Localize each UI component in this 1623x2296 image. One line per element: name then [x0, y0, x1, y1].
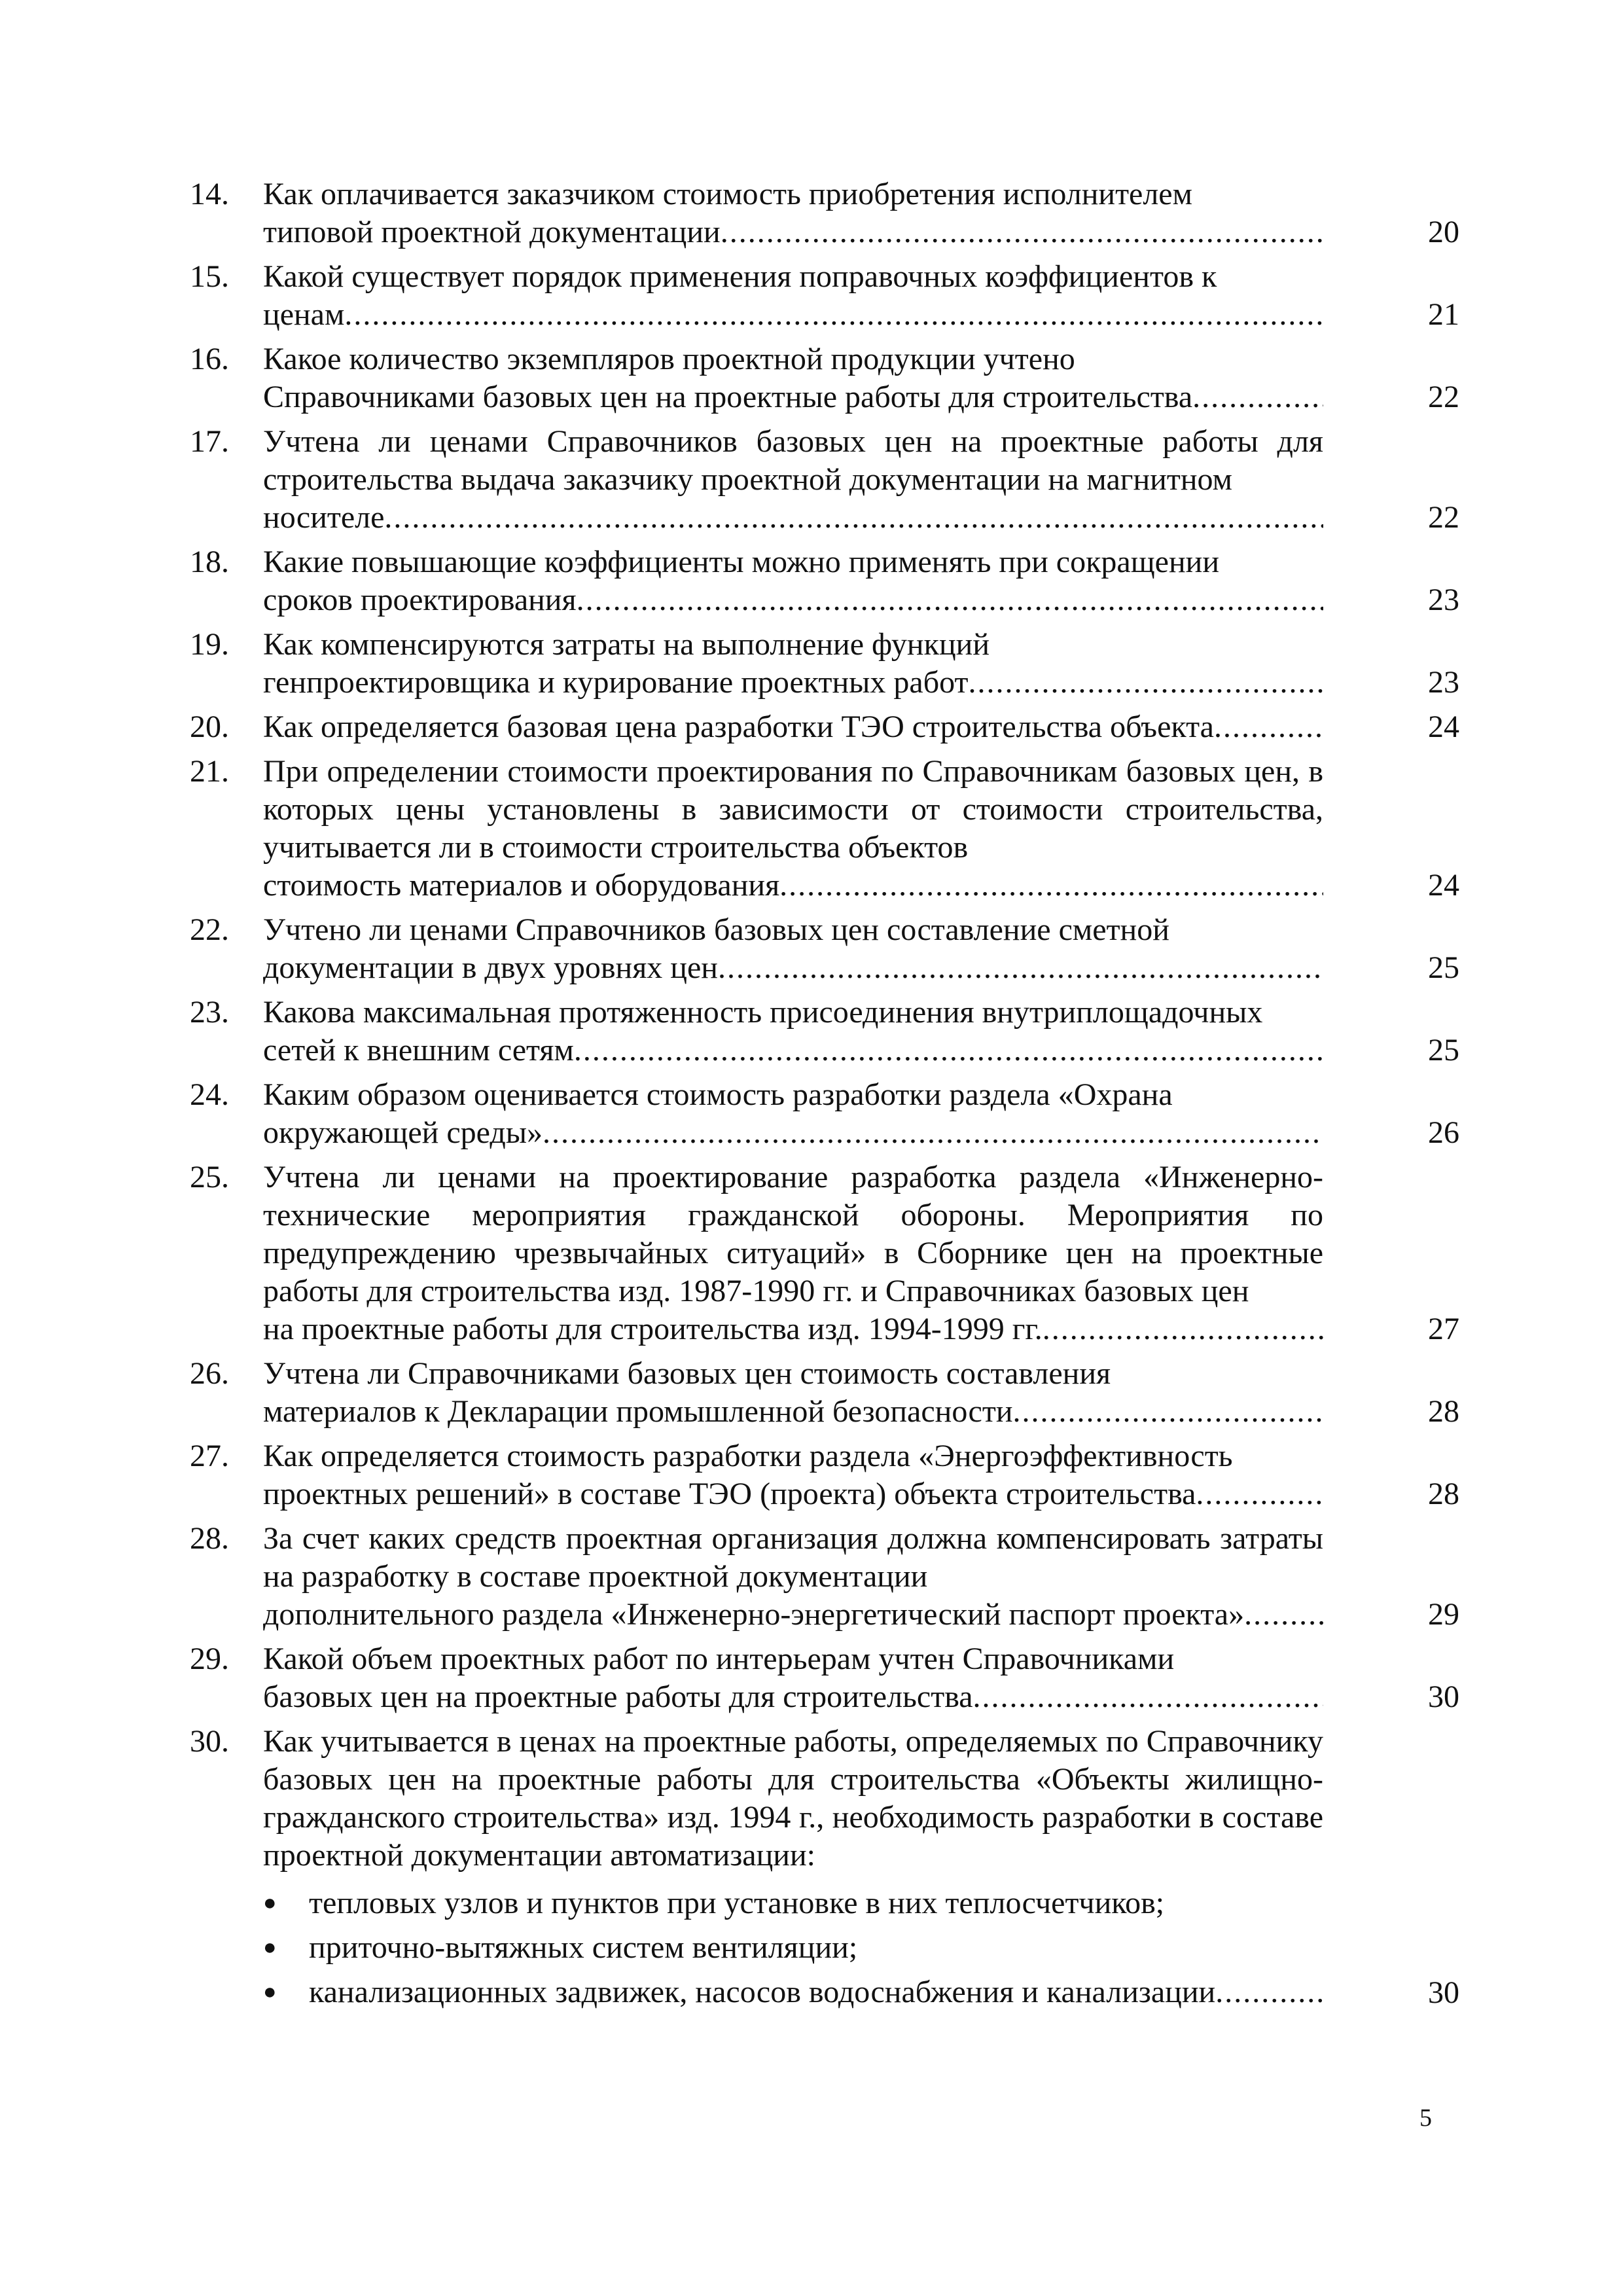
bullet-line: [309, 1926, 1323, 1970]
toc-entry-last-line: [263, 1678, 1323, 1716]
toc-entry-lead: Какое количество экземпляров проектной продукции учтено: [263, 342, 1075, 376]
toc-entry-lead: Какой существует порядок применения поправочных коэффициентов к: [263, 259, 1217, 294]
dot-leader: [1196, 1475, 1323, 1513]
bullet-icon: ●: [263, 1980, 277, 2004]
toc-entry-number: 30.: [190, 1724, 229, 1759]
toc-entry-last-line: [263, 1475, 1323, 1513]
toc-entry-last-text: генпроектировщика и курирование проектных работ: [263, 665, 969, 700]
toc-entry-text: [263, 1520, 1323, 1634]
toc-entry-lead: Учтено ли ценами Справочников базовых цен составление сметной: [263, 912, 1169, 947]
toc-entry-number: 27.: [190, 1439, 229, 1473]
toc-entry: [190, 626, 1459, 702]
toc-entry-page: 26: [1428, 1115, 1459, 1150]
dot-leader: [543, 1114, 1323, 1152]
dot-leader: [721, 213, 1323, 251]
toc-entry-lead: Каким образом оценивается стоимость разработки раздела «Охрана: [263, 1077, 1173, 1112]
toc-entry-last-line: [263, 1596, 1323, 1634]
toc-entry-lead: Учтена ли ценами на проектирование разработка раздела «Инженерно-технические мероприятия гражданской обороны. Мероприятия по предупреждению чрезвычайных ситуаций» в Сборнике цен на проектные работы для строительства изд. 1987-1990 гг. и Справочниках базовых цен: [263, 1160, 1323, 1308]
toc-entry-text: [263, 175, 1323, 251]
toc-entry-number: 20.: [190, 709, 229, 744]
toc-entry-lead: Какие повышающие коэффициенты можно применять при сокращении: [263, 545, 1220, 579]
toc-entry: [190, 175, 1459, 251]
toc-entry-last-text: носителе: [263, 500, 385, 535]
toc-entry-lead: Учтена ли ценами Справочников базовых цен на проектные работы для строительства выдача заказчику проектной документации на магнитном: [263, 424, 1323, 497]
toc-entry-text: [263, 423, 1323, 537]
toc-entry-last-line: [263, 664, 1323, 702]
bullet-icon: ●: [263, 1935, 277, 1960]
toc-entry-last-line: [263, 581, 1323, 619]
toc-entry-last-text: на проектные работы для строительства изд. 1994-1999 гг.: [263, 1312, 1043, 1346]
toc-entry-last-line: [263, 213, 1323, 251]
dot-leader: [1214, 708, 1323, 746]
toc-entry-last-line: [263, 1310, 1323, 1348]
toc-entry-text: [263, 708, 1323, 746]
dot-leader: [1244, 1596, 1323, 1634]
toc-entry-text: [263, 543, 1323, 619]
toc-entry-number: 19.: [190, 627, 229, 662]
toc-entry: [190, 1158, 1459, 1348]
toc-entry-last-line: [263, 867, 1323, 905]
toc-entry-page: 28: [1428, 1477, 1459, 1511]
toc-entry-number: 15.: [190, 259, 229, 294]
toc-entry-page: 23: [1428, 665, 1459, 700]
bullet-line: [309, 1881, 1323, 1926]
bullet-icon: ●: [263, 1891, 277, 1915]
toc-entry: [190, 753, 1459, 905]
toc-entry-page: 21: [1428, 297, 1459, 332]
toc-entry-page: 25: [1428, 950, 1459, 985]
toc-entry-page: 24: [1428, 709, 1459, 744]
toc-entry-last-text: материалов к Декларации промышленной безопасности: [263, 1394, 1013, 1429]
toc-entry-text: [263, 340, 1323, 416]
dot-leader: [577, 581, 1323, 619]
toc-entry-text: [263, 1355, 1323, 1431]
toc-entry-text: [263, 753, 1323, 905]
toc-entry-number: 17.: [190, 424, 229, 459]
toc-entry-page: 27: [1428, 1312, 1459, 1346]
toc-entry-last-text: окружающей среды»: [263, 1115, 543, 1150]
toc-entry-last-text: стоимость материалов и оборудования: [263, 868, 780, 903]
bullet-item: [263, 1926, 1323, 1970]
bullet-item: [263, 1881, 1323, 1926]
toc-entry-page: 24: [1428, 868, 1459, 903]
toc-entry-last-text: документации в двух уровнях цен: [263, 950, 718, 985]
toc-entry-last-text: Справочниками базовых цен на проектные работы для строительства: [263, 380, 1193, 414]
dot-leader: [574, 1031, 1323, 1069]
toc-entry: [190, 1640, 1459, 1716]
toc-entry-last-line: [263, 1114, 1323, 1152]
toc-entry-number: 22.: [190, 912, 229, 947]
toc-entry-last-line: [263, 1393, 1323, 1431]
toc-entry-number: 25.: [190, 1160, 229, 1194]
toc-entry: [190, 708, 1459, 746]
dot-leader: [1215, 1970, 1323, 2015]
toc-entry-lead: Как учитывается в ценах на проектные работы, определяемых по Справочнику базовых цен на проектные работы для строительства «Объекты жилищно-гражданского строительства» изд. 1994 г., необходимость разработки в составе проектной документации автоматизации:: [263, 1724, 1323, 1873]
page-number: 5: [1419, 2104, 1432, 2132]
toc-entry-number: 23.: [190, 995, 229, 1030]
toc-entry-lead: Как определяется стоимость разработки раздела «Энергоэффективность: [263, 1439, 1233, 1473]
toc-entry-text: [263, 911, 1323, 987]
toc-entry-lead: Какой объем проектных работ по интерьерам учтен Справочниками: [263, 1641, 1175, 1676]
toc-entry: [190, 423, 1459, 537]
toc-entry-number: 14.: [190, 177, 229, 211]
bullet-list: [263, 1881, 1323, 2015]
toc-entry-text: [263, 1723, 1323, 2015]
toc-entry-text: [263, 1076, 1323, 1152]
toc-entry-last-line: [263, 1031, 1323, 1069]
toc-entry-last-text: Как определяется базовая цена разработки ТЭО строительства объекта: [263, 709, 1214, 744]
toc-entry-number: 26.: [190, 1356, 229, 1391]
toc-entry-page: 28: [1428, 1394, 1459, 1429]
dot-leader: [718, 949, 1323, 987]
toc-entry: [190, 1723, 1459, 2015]
toc-entry-text: [263, 626, 1323, 702]
toc-entry: [190, 340, 1459, 416]
toc-entry-last-line: [263, 378, 1323, 416]
table-of-contents: [190, 175, 1459, 2015]
toc-entry: [190, 911, 1459, 987]
toc-entry: [190, 258, 1459, 334]
dot-leader: [1043, 1310, 1323, 1348]
toc-entry-lead: За счет каких средств проектная организация должна компенсировать затраты на разработку в составе проектной документации: [263, 1521, 1323, 1594]
toc-entry: [190, 1355, 1459, 1431]
toc-entry-number: 18.: [190, 545, 229, 579]
toc-entry: [190, 1076, 1459, 1152]
toc-entry-last-text: дополнительного раздела «Инженерно-энергетический паспорт проекта»: [263, 1597, 1245, 1632]
toc-entry-page: 25: [1428, 1033, 1459, 1067]
toc-entry-last-text: базовых цен на проектные работы для строительства: [263, 1679, 973, 1714]
bullet-item: [263, 1970, 1323, 2015]
toc-entry-number: 16.: [190, 342, 229, 376]
toc-entry-page: 30: [1428, 1975, 1459, 2010]
toc-entry-last-line: [263, 949, 1323, 987]
toc-entry-text: [263, 258, 1323, 334]
dot-leader: [344, 296, 1323, 334]
toc-entry-last-text: типовой проектной документации: [263, 215, 721, 249]
toc-entry-lead: Какова максимальная протяженность присоединения внутриплощадочных: [263, 995, 1263, 1030]
dot-leader: [1192, 378, 1323, 416]
toc-entry-last-line: [263, 708, 1323, 746]
toc-entry-last-text: сроков проектирования: [263, 583, 577, 617]
toc-entry-last-text: ценам: [263, 297, 345, 332]
dot-leader: [384, 499, 1323, 537]
toc-entry-text: [263, 994, 1323, 1069]
toc-entry-last-line: [263, 296, 1323, 334]
toc-entry-page: 22: [1428, 380, 1459, 414]
toc-entry-last-line: [263, 499, 1323, 537]
toc-entry-page: 30: [1428, 1679, 1459, 1714]
toc-entry-text: [263, 1158, 1323, 1348]
toc-entry-last-text: проектных решений» в составе ТЭО (проекта) объекта строительства: [263, 1477, 1196, 1511]
toc-entry-number: 29.: [190, 1641, 229, 1676]
toc-entry: [190, 1437, 1459, 1513]
toc-entry-text: [263, 1640, 1323, 1716]
toc-entry-number: 24.: [190, 1077, 229, 1112]
toc-entry: [190, 543, 1459, 619]
toc-entry-lead: Как компенсируются затраты на выполнение функций: [263, 627, 990, 662]
toc-entry-page: 20: [1428, 215, 1459, 249]
toc-entry: [190, 994, 1459, 1069]
toc-entry-page: 23: [1428, 583, 1459, 617]
toc-entry-text: [263, 1437, 1323, 1513]
dot-leader: [968, 664, 1323, 702]
dot-leader: [779, 867, 1323, 905]
toc-entry-lead: Как оплачивается заказчиком стоимость приобретения исполнителем: [263, 177, 1192, 211]
toc-entry-lead: Учтена ли Справочниками базовых цен стоимость составления: [263, 1356, 1111, 1391]
toc-entry-number: 21.: [190, 754, 229, 789]
toc-entry-last-text: сетей к внешним сетям: [263, 1033, 574, 1067]
toc-entry: [190, 1520, 1459, 1634]
toc-entry-lead: При определении стоимости проектирования по Справочникам базовых цен, в которых цены установлены в зависимости от стоимости строительства, учитывается ли в стоимости строительства объектов: [263, 754, 1323, 865]
bullet-text: тепловых узлов и пунктов при установке в них теплосчетчиков;: [309, 1886, 1165, 1920]
toc-entry-number: 28.: [190, 1521, 229, 1556]
bullet-text: канализационных задвижек, насосов водоснабжения и канализации: [309, 1975, 1216, 2009]
dot-leader: [973, 1678, 1323, 1716]
bullet-line: [309, 1970, 1323, 2015]
toc-entry-page: 29: [1428, 1597, 1459, 1632]
dot-leader: [1013, 1393, 1323, 1431]
toc-entry-page: 22: [1428, 500, 1459, 535]
bullet-text: приточно-вытяжных систем вентиляции;: [309, 1930, 858, 1965]
